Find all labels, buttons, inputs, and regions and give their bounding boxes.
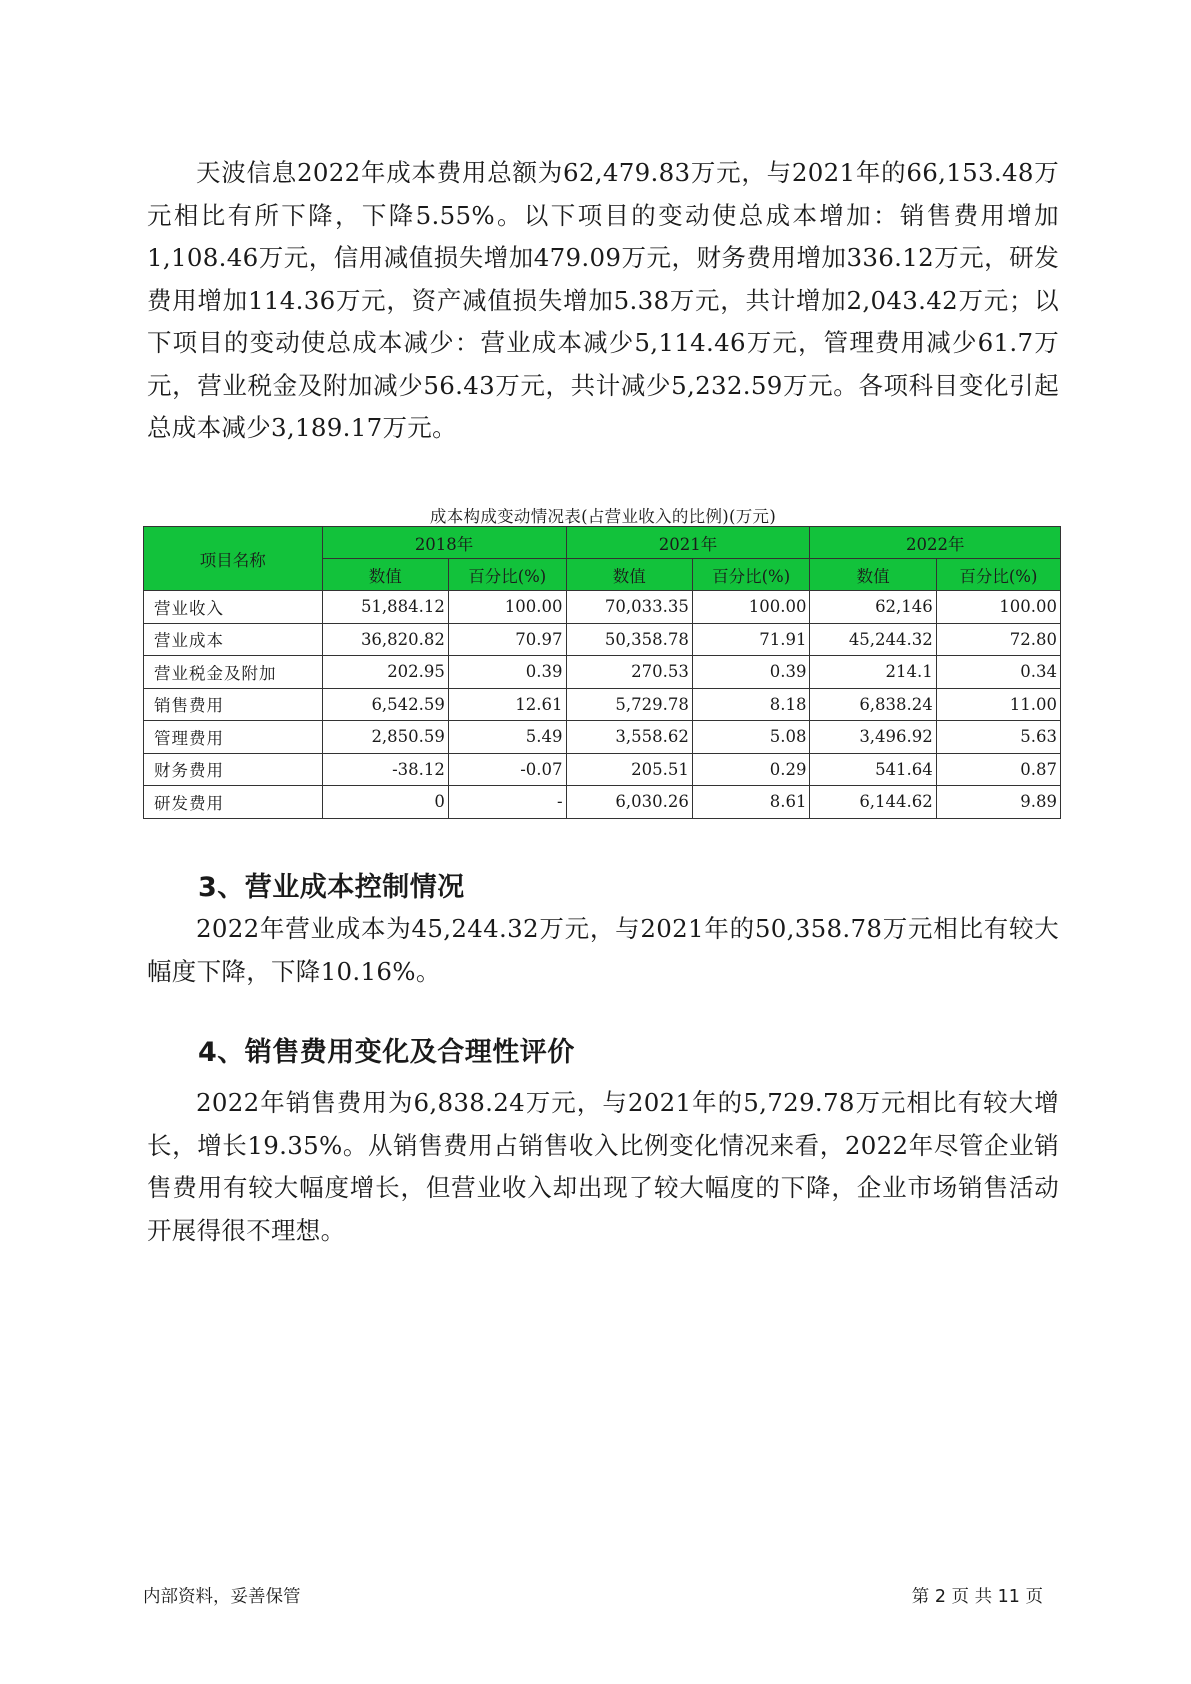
value-cell: 70,033.35	[566, 591, 692, 624]
table-row	[144, 623, 1061, 656]
value-cell: 6,030.26	[566, 786, 692, 819]
percent-cell: 70.97	[448, 623, 566, 656]
percent-cell: 100.00	[692, 591, 810, 624]
percent-cell: 5.08	[692, 721, 810, 754]
percent-cell: -0.07	[448, 753, 566, 786]
item-name-header: 项目名称	[144, 527, 323, 591]
percent-cell: 0.34	[936, 656, 1060, 689]
percent-cell: 100.00	[448, 591, 566, 624]
paragraph-operating-cost: 2022年营业成本为45,244.32万元，与2021年的50,358.78万元相比有较大幅度下降，下降10.16%。	[147, 914, 1059, 986]
value-header: 数值	[322, 559, 448, 591]
value-cell: 3,558.62	[566, 721, 692, 754]
paragraph-sales-expense: 2022年销售费用为6,838.24万元，与2021年的5,729.78万元相比有较大增长，增长19.35%。从销售费用占销售收入比例变化情况来看，2022年尽管企业销售费用有较大幅度增长，但营业收入却出现了较大幅度的下降，企业市场销售活动开展得很不理想。	[147, 1088, 1059, 1245]
value-cell: 50,358.78	[566, 623, 692, 656]
table-row	[144, 591, 1061, 624]
row-item-name: 财务费用	[144, 753, 323, 786]
value-header: 数值	[810, 559, 936, 591]
table-row	[144, 721, 1061, 754]
row-item-name: 研发费用	[144, 786, 323, 819]
value-cell: 270.53	[566, 656, 692, 689]
value-cell: 541.64	[810, 753, 936, 786]
percent-cell: 12.61	[448, 688, 566, 721]
percent-cell: 8.18	[692, 688, 810, 721]
percent-cell: 11.00	[936, 688, 1060, 721]
table-caption: 成本构成变动情况表(占营业收入的比例)(万元)	[429, 507, 777, 526]
percent-cell: 71.91	[692, 623, 810, 656]
table-body	[144, 591, 1061, 819]
percent-cell: 5.49	[448, 721, 566, 754]
percent-cell: 72.80	[936, 623, 1060, 656]
percent-header: 百分比(%)	[692, 559, 810, 591]
value-cell: -38.12	[322, 753, 448, 786]
percent-cell: 0.39	[692, 656, 810, 689]
value-cell: 62,146	[810, 591, 936, 624]
value-cell: 205.51	[566, 753, 692, 786]
value-cell: 214.1	[810, 656, 936, 689]
row-item-name: 营业收入	[144, 591, 323, 624]
table-row	[144, 688, 1061, 721]
table-row	[144, 786, 1061, 819]
value-cell: 0	[322, 786, 448, 819]
section-heading-operating-cost: 3、营业成本控制情况	[198, 872, 465, 903]
row-item-name: 销售费用	[144, 688, 323, 721]
value-cell: 36,820.82	[322, 623, 448, 656]
value-header: 数值	[566, 559, 692, 591]
percent-cell: 0.39	[448, 656, 566, 689]
year-header: 2021年	[566, 527, 810, 559]
percent-cell: 8.61	[692, 786, 810, 819]
table-row	[144, 656, 1061, 689]
percent-header: 百分比(%)	[936, 559, 1060, 591]
paragraph-cost-summary: 天波信息2022年成本费用总额为62,479.83万元，与2021年的66,153.48万元相比有所下降，下降5.55%。以下项目的变动使总成本增加：销售费用增加1,108.46万元，信用减值损失增加479.09万元，财务费用增加336.12万元，研发费用增加114.36万元，资产减值损失增加5.38万元，共计增加2,043.42万元；以下项目的变动使总成本减少：营业成本减少5,114.46万元，管理费用减少61.7万元，营业税金及附加减少56.43万元，共计减少5,232.59万元。各项科目变化引起总成本减少3,189.17万元。	[147, 158, 1059, 442]
value-cell: 6,838.24	[810, 688, 936, 721]
table-header-row-years	[144, 527, 1061, 559]
row-item-name: 营业成本	[144, 623, 323, 656]
footer-confidential-note: 内部资料，妥善保管	[143, 1587, 301, 1607]
section-heading-sales-expense: 4、销售费用变化及合理性评价	[198, 1037, 575, 1068]
percent-cell: 0.29	[692, 753, 810, 786]
value-cell: 51,884.12	[322, 591, 448, 624]
percent-cell: 9.89	[936, 786, 1060, 819]
table-row	[144, 753, 1061, 786]
percent-cell: 5.63	[936, 721, 1060, 754]
cost-structure-table	[143, 526, 1061, 819]
value-cell: 6,542.59	[322, 688, 448, 721]
percent-header: 百分比(%)	[448, 559, 566, 591]
row-item-name: 管理费用	[144, 721, 323, 754]
percent-cell: -	[448, 786, 566, 819]
percent-cell: 100.00	[936, 591, 1060, 624]
row-item-name: 营业税金及附加	[144, 656, 323, 689]
value-cell: 2,850.59	[322, 721, 448, 754]
footer-page-number: 第 2 页 共 11 页	[911, 1587, 1043, 1607]
value-cell: 3,496.92	[810, 721, 936, 754]
year-header: 2022年	[810, 527, 1061, 559]
year-header: 2018年	[322, 527, 566, 559]
value-cell: 202.95	[322, 656, 448, 689]
value-cell: 45,244.32	[810, 623, 936, 656]
value-cell: 5,729.78	[566, 688, 692, 721]
value-cell: 6,144.62	[810, 786, 936, 819]
percent-cell: 0.87	[936, 753, 1060, 786]
